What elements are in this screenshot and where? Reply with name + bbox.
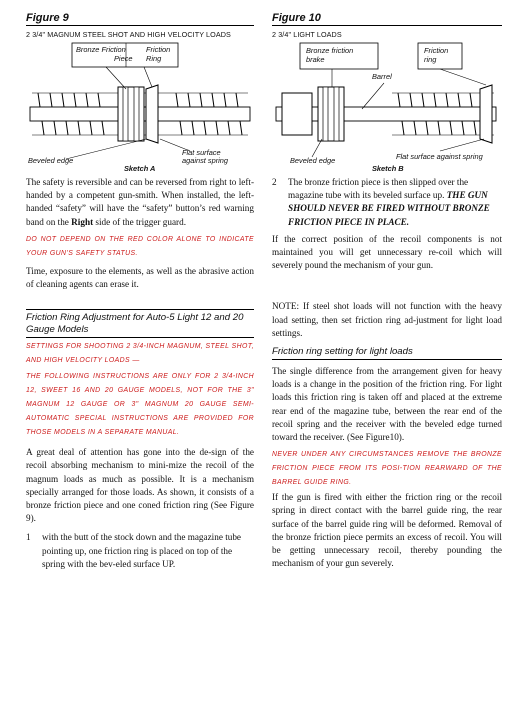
figure-10-subtitle: 2 3/4" LIGHT LOADS xyxy=(272,30,342,39)
label-flat-surface: Flat surface xyxy=(182,148,221,157)
safety-text-end: side of the trigger guard. xyxy=(93,216,186,227)
label-bronze-friction: Bronze Friction xyxy=(76,45,126,54)
list-number-2: 2 xyxy=(272,177,277,187)
sketch-a-caption: Sketch A xyxy=(124,164,156,173)
sketch-a xyxy=(26,39,254,173)
section-title-friction-ring: Friction Ring Adjustment for Auto-5 Light 12 and 20 Gauge Models xyxy=(26,309,254,338)
label-ring: ring xyxy=(424,55,437,64)
label-against-spring: against spring xyxy=(182,156,229,165)
label-friction: Friction xyxy=(146,45,171,54)
label-bronze-friction: Bronze friction xyxy=(306,46,354,55)
list-text-2 xyxy=(288,176,502,229)
paragraph-great-deal: A great deal of attention has gone into the de-sign of the recoil absorbing mechanism to mini-mize the recoil of the magnum loads as much as possible. It is a mechanism specially arranged for those loads. As shown, it consists of a bronze friction piece and one coned friction ring (See Figure 9). xyxy=(26,447,254,524)
sketch-b-caption: Sketch B xyxy=(372,164,404,173)
list-text-2-bold: THE GUN SHOULD NEVER BE FIRED WITHOUT BRONZE FRICTION PIECE IN PLACE. xyxy=(288,190,490,227)
paragraph-correct-position: If the correct position of the recoil components is not maintained you will get unnecessary re-coil which will severely pound the mechanism of your gun. xyxy=(272,233,502,271)
section-title-light-loads: Friction ring setting for light loads xyxy=(272,346,502,360)
label-piece: Piece xyxy=(114,54,133,63)
label-flat-surface: Flat surface against spring xyxy=(396,152,483,161)
label-barrel: Barrel xyxy=(372,72,392,81)
label-brake: brake xyxy=(306,55,325,64)
paragraph-note: NOTE: If steel shot loads will not function with the heavy load setting, then set friction ring ad-justment for light load settings. xyxy=(272,301,502,338)
label-ring: Ring xyxy=(146,54,162,63)
figure-10-title: Figure 10 xyxy=(272,12,502,26)
warning-following-instructions: THE FOLLOWING INSTRUCTIONS ARE ONLY FOR 2 3/4-INCH 12, SWEET 16 AND 20 GAUGE MODELS, NOT FOR THE 3" MAGNUM 12 GAUGE OR 3" MAGNUM 20 GAUGE SEMI-AUTOMATIC SPECIAL INSTRUCTIONS ARE PROVIDED FOR THOSE MODELS IN A SEPARATE MANUAL. xyxy=(26,373,254,437)
figure-9-title: Figure 9 xyxy=(26,12,254,26)
warning-red-color: DO NOT DEPEND ON THE RED COLOR ALONE TO INDICATE YOUR GUN’S SAFETY STATUS. xyxy=(26,235,254,257)
list-text-1: with the butt of the stock down and the magazine tube pointing up, one friction ring is placed on top of the spring with the bev-eled surface UP. xyxy=(42,532,242,569)
label-friction: Friction xyxy=(424,46,449,55)
sketch-b xyxy=(272,39,502,173)
paragraph-safety xyxy=(26,176,254,229)
paragraph-single-difference: The single difference from the arrangement given for heavy loads is a change in the position of the friction ring. For light loads this friction ring is taken off and placed at the extreme rear end of the magazine tube, between the rear end of the recoil spring and the receiver with the beveled edge turned toward the receiver. (See Figure10). xyxy=(272,366,502,443)
left-column xyxy=(26,0,254,571)
figure-9-subtitle: 2 3/4" MAGNUM STEEL SHOT AND HIGH VELOCITY LOADS xyxy=(26,30,231,39)
warning-settings: SETTINGS FOR SHOOTING 2 3/4-INCH MAGNUM, STEEL SHOT, AND HIGH VELOCITY LOADS — xyxy=(26,343,254,365)
label-beveled-edge: Beveled edge xyxy=(28,156,74,165)
list-number-1: 1 xyxy=(26,532,31,543)
right-bold: Right xyxy=(71,216,94,227)
safety-text: The safety is reversible and can be reversed from right to left-handed by a competent gun-smith. When installed, the left-handed “safety” will have the “safety” button’s red warning band on the xyxy=(26,177,254,227)
label-beveled-edge: Beveled edge xyxy=(290,156,336,165)
right-column xyxy=(272,0,502,570)
list-item-2 xyxy=(272,176,502,229)
warning-never-remove: NEVER UNDER ANY CIRCUMSTANCES REMOVE THE BRONZE FRICTION PIECE FROM ITS POSI-TION REARWARD OF THE BARREL GUIDE RING. xyxy=(272,451,502,487)
paragraph-time-exposure: Time, exposure to the elements, as well as the abrasive action of cleaning agents can erase it. xyxy=(26,265,254,290)
list-text-2-plain: The bronze friction piece is then slipped over the magazine tube with its beveled surface up. xyxy=(288,177,469,201)
paragraph-if-fired: If the gun is fired with either the friction ring or the recoil spring in direct contact with the barrel guide ring, the rear surface of the barrel guide ring will be deformed. Removal of the bronze friction piece permits an excess of recoil. You will be getting unnecessary recoil, thereby pounding the mechanism of your gun severely. xyxy=(272,492,502,569)
list-item-1 xyxy=(26,531,254,571)
